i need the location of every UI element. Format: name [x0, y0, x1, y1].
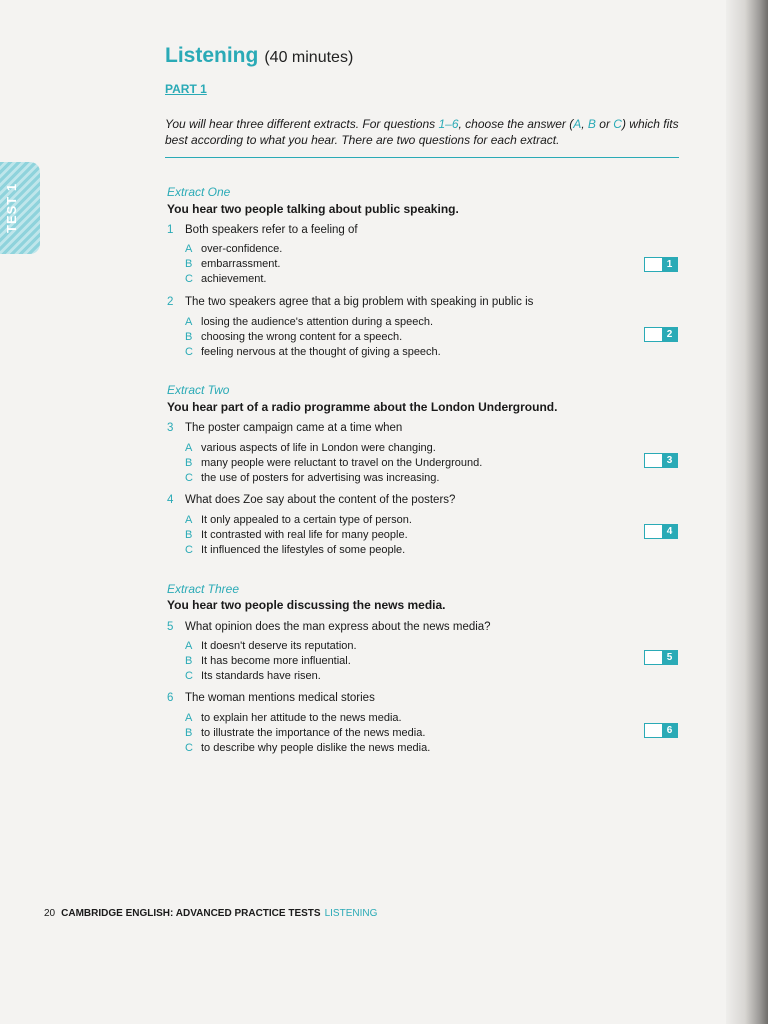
option-text: It influenced the lifestyles of some people. [201, 544, 406, 556]
answer-box-number: 5 [662, 651, 677, 664]
option-c[interactable] [185, 272, 282, 287]
option-text: to illustrate the importance of the news media. [201, 727, 426, 739]
option-letter: B [185, 258, 193, 270]
answer-blank[interactable] [645, 258, 662, 271]
question-text: The poster campaign came at a time when [185, 422, 403, 434]
question-number: 6 [167, 692, 174, 704]
instr-mid: , choose the answer ( [458, 117, 574, 131]
answer-blank[interactable] [645, 724, 662, 737]
extract-description: You hear two people discussing the news media. [167, 598, 446, 612]
question-number: 2 [167, 296, 174, 308]
options-1 [185, 242, 282, 287]
option-a[interactable] [185, 315, 441, 330]
title-text: Listening [165, 44, 259, 67]
question-number: 3 [167, 422, 174, 434]
option-a[interactable] [185, 639, 357, 654]
option-text: to explain her attitude to the news media. [201, 712, 402, 724]
option-a[interactable] [185, 441, 482, 456]
answer-box-number: 3 [662, 454, 677, 467]
question-6 [167, 692, 667, 704]
option-c[interactable] [185, 741, 430, 756]
option-letter: C [185, 346, 193, 358]
option-text: choosing the wrong content for a speech. [201, 331, 403, 343]
options-5 [185, 639, 357, 684]
page-number: 20 [44, 908, 56, 919]
option-text: to describe why people dislike the news media. [201, 742, 431, 754]
option-text: feeling nervous at the thought of giving a speech. [201, 346, 441, 358]
option-text: achievement. [201, 273, 267, 285]
answer-blank[interactable] [645, 525, 662, 538]
question-4 [167, 494, 667, 506]
instr-a: A [573, 117, 582, 131]
option-letter: B [185, 655, 193, 667]
question-text: What does Zoe say about the content of the posters? [185, 494, 456, 506]
question-text: The two speakers agree that a big problem with speaking in public is [185, 296, 534, 308]
answer-box-4[interactable] [644, 524, 678, 539]
divider [165, 157, 679, 158]
option-letter: C [185, 273, 193, 285]
question-text: The woman mentions medical stories [185, 692, 375, 704]
answer-blank[interactable] [645, 328, 662, 341]
option-b[interactable] [185, 257, 282, 272]
answer-box-6[interactable] [644, 723, 678, 738]
instr-lead: You will hear three different extracts. For questions [165, 117, 439, 131]
answer-box-3[interactable] [644, 453, 678, 468]
options-6 [185, 711, 430, 756]
option-text: It only appealed to a certain type of person. [201, 514, 412, 526]
option-letter: A [185, 514, 193, 526]
page-footer [44, 908, 377, 919]
instructions [165, 116, 685, 148]
extract-description: You hear part of a radio programme about the London Underground. [167, 400, 558, 414]
option-letter: C [185, 544, 193, 556]
option-a[interactable] [185, 711, 430, 726]
question-2 [167, 296, 667, 308]
option-letter: C [185, 472, 193, 484]
option-text: over-confidence. [201, 243, 283, 255]
options-2 [185, 315, 441, 360]
option-letter: B [185, 727, 193, 739]
option-letter: C [185, 670, 193, 682]
option-text: various aspects of life in London were changing. [201, 442, 436, 454]
option-text: Its standards have risen. [201, 670, 321, 682]
option-b[interactable] [185, 528, 412, 543]
question-number: 5 [167, 621, 174, 633]
page-edge-shadow [726, 0, 768, 1024]
option-a[interactable] [185, 242, 282, 257]
instr-b: B [587, 117, 596, 131]
book-series: CAMBRIDGE ENGLISH: ADVANCED PRACTICE TESTS [61, 908, 321, 919]
option-b[interactable] [185, 654, 357, 669]
option-text: the use of posters for advertising was increasing. [201, 472, 440, 484]
title-duration: (40 minutes) [264, 49, 354, 66]
option-c[interactable] [185, 669, 357, 684]
option-letter: B [185, 529, 193, 541]
question-number: 4 [167, 494, 174, 506]
answer-blank[interactable] [645, 454, 662, 467]
option-b[interactable] [185, 330, 441, 345]
option-text: It contrasted with real life for many people. [201, 529, 408, 541]
answer-box-number: 4 [662, 525, 677, 538]
option-c[interactable] [185, 345, 441, 360]
extract-label: Extract Three [167, 582, 240, 596]
answer-box-5[interactable] [644, 650, 678, 665]
extract-description: You hear two people talking about public speaking. [167, 202, 459, 216]
option-text: It has become more influential. [201, 655, 351, 667]
option-b[interactable] [185, 456, 482, 471]
answer-box-1[interactable] [644, 257, 678, 272]
option-b[interactable] [185, 726, 430, 741]
answer-box-number: 6 [662, 724, 677, 737]
question-number: 1 [167, 224, 174, 236]
option-letter: A [185, 243, 193, 255]
instr-c: C [613, 117, 622, 131]
option-letter: B [185, 457, 193, 469]
extract-label: Extract Two [167, 383, 230, 397]
extract-label: Extract One [167, 185, 231, 199]
question-1 [167, 224, 667, 236]
side-tab-label: TEST 1 [4, 182, 19, 234]
option-letter: A [185, 712, 193, 724]
option-c[interactable] [185, 543, 412, 558]
part-label: PART 1 [165, 82, 207, 96]
instr-or: or [595, 117, 614, 131]
option-letter: B [185, 331, 193, 343]
option-a[interactable] [185, 513, 412, 528]
option-letter: C [185, 742, 193, 754]
option-text: losing the audience's attention during a speech. [201, 316, 434, 328]
option-letter: A [185, 316, 193, 328]
instr-tail: ) which fits best according to what you hear. There are two questions for each extract. [165, 117, 679, 147]
test-side-tab [0, 162, 40, 254]
question-text: What opinion does the man express about the news media? [185, 621, 491, 633]
answer-box-number: 1 [662, 258, 677, 271]
option-text: It doesn't deserve its reputation. [201, 640, 357, 652]
question-5 [167, 621, 667, 633]
section-name: LISTENING [324, 908, 378, 919]
instr-sep: , [581, 117, 588, 131]
question-3 [167, 422, 667, 434]
option-letter: A [185, 442, 193, 454]
answer-box-number: 2 [662, 328, 677, 341]
answer-blank[interactable] [645, 651, 662, 664]
page-title [165, 44, 353, 68]
option-text: embarrassment. [201, 258, 281, 270]
answer-box-2[interactable] [644, 327, 678, 342]
instr-range: 1–6 [438, 117, 459, 131]
option-c[interactable] [185, 471, 482, 486]
options-3 [185, 441, 482, 486]
option-letter: A [185, 640, 193, 652]
options-4 [185, 513, 412, 558]
question-text: Both speakers refer to a feeling of [185, 224, 358, 236]
option-text: many people were reluctant to travel on the Underground. [201, 457, 483, 469]
